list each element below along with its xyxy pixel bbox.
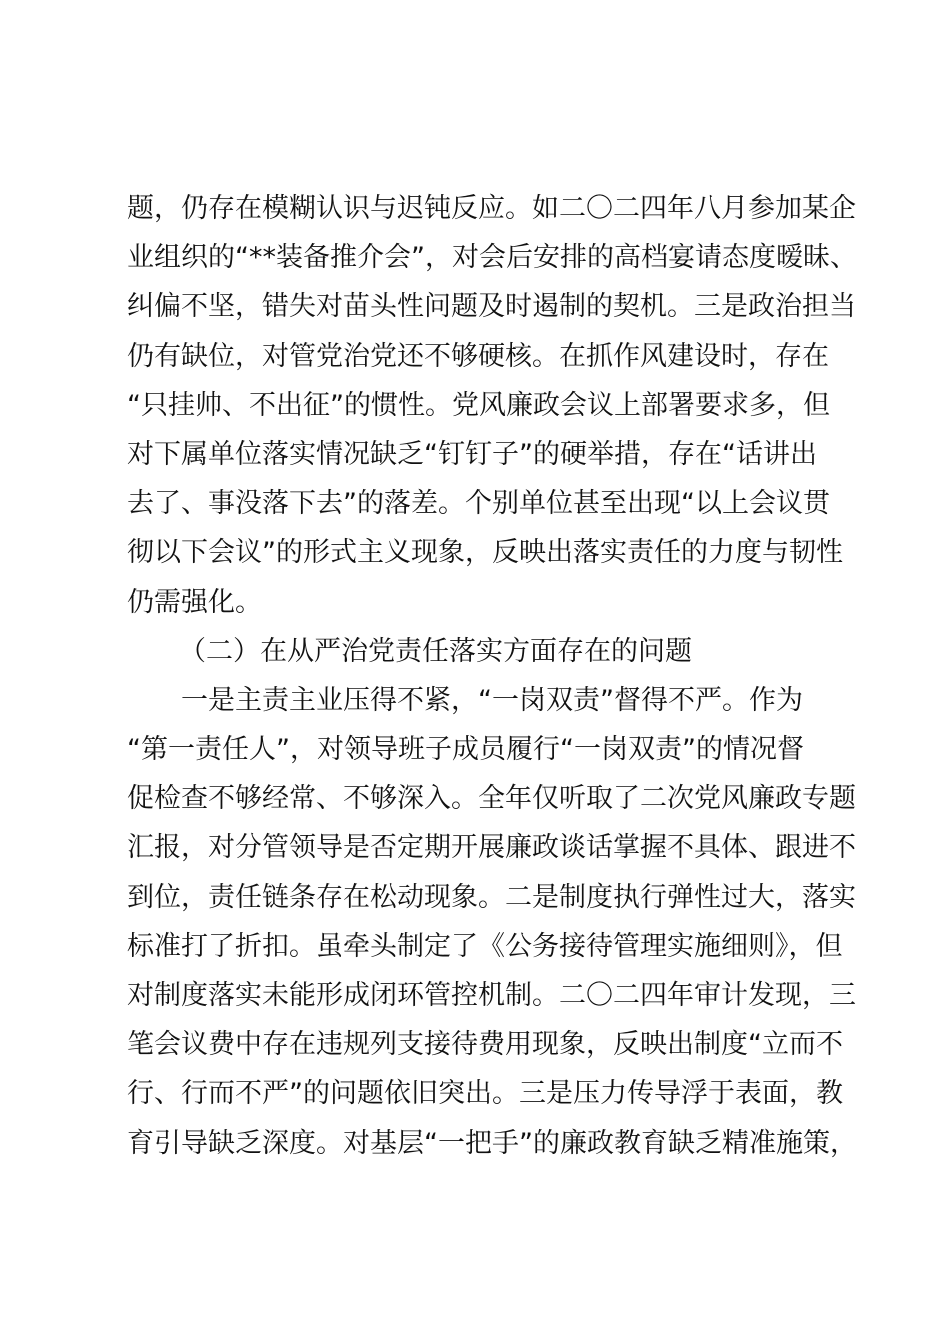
document-body [127, 184, 857, 1168]
body-line: “只挂帅、不出征”的惯性。党风廉政会议上部署要求多，但 [127, 389, 830, 421]
body-line: 标准打了折扣。虽牵头制定了《公务接待管理实施细则》，但 [127, 930, 843, 962]
body-line: 业组织的“**装备推介会”，对会后安排的高档宴请态度暧昧、 [127, 242, 857, 274]
body-line: 纠偏不坚，错失对苗头性问题及时遏制的契机。三是政治担当 [127, 291, 856, 323]
body-line: 仍有缺位，对管党治党还不够硬核。在抓作风建设时，存在 [127, 340, 829, 372]
body-line: 行、行而不严”的问题依旧突出。三是压力传导浮于表面，教 [127, 1078, 843, 1110]
paragraph-first-line: 一是主责主业压得不紧，“一岗双责”督得不严。作为 [181, 684, 803, 716]
body-line: 仍需强化。 [127, 586, 262, 618]
body-line: 对制度落实未能形成闭环管控机制。二〇二四年审计发现，三 [127, 980, 856, 1011]
body-line: 去了、事没落下去”的落差。个别单位甚至出现“以上会议贯 [127, 488, 830, 520]
body-line: 促检查不够经常、不够深入。全年仅听取了二次党风廉政专题 [127, 783, 856, 815]
body-line: 汇报，对分管领导是否定期开展廉政谈话掌握不具体、跟进不 [127, 832, 856, 864]
body-line: 到位，责任链条存在松动现象。二是制度执行弹性过大，落实 [127, 881, 856, 913]
body-line: 题，仍存在模糊认识与迟钝反应。如二〇二四年八月参加某企 [127, 193, 856, 224]
body-line: “第一责任人”，对领导班子成员履行“一岗双责”的情况督 [127, 734, 804, 766]
section-heading: （二）在从严治党责任落实方面存在的问题 [179, 635, 692, 667]
body-line: 对下属单位落实情况缺乏“钉钉子”的硬举措，存在“话讲出 [127, 438, 817, 470]
body-line: 彻以下会议”的形式主义现象，反映出落实责任的力度与韧性 [127, 537, 843, 569]
body-line: 笔会议费中存在违规列支接待费用现象，反映出制度“立而不 [127, 1029, 843, 1061]
body-line: 育引导缺乏深度。对基层“一把手”的廉政教育缺乏精准施策， [127, 1127, 857, 1159]
